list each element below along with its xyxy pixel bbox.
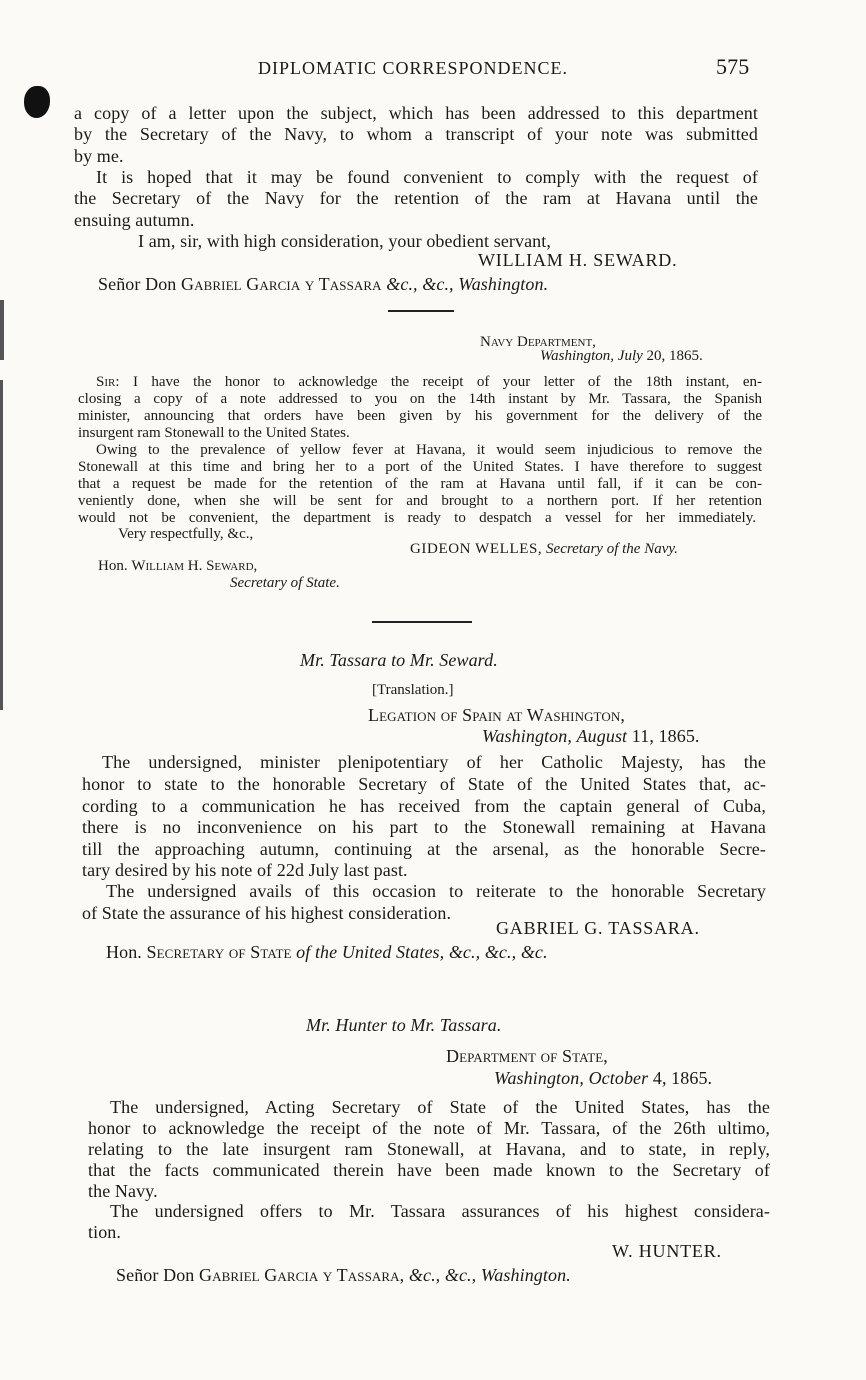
letter-origin: Navy Department,	[480, 334, 596, 350]
closing: Very respectfully, &c.,	[118, 526, 254, 542]
addressee-prefix: Hon.	[98, 558, 128, 574]
text-line	[96, 374, 762, 391]
signature: GIDEON WELLES,	[410, 541, 543, 557]
page-edge-mark	[0, 380, 3, 710]
page-edge-mark	[0, 300, 4, 360]
salutation: Sir:	[96, 374, 120, 390]
date-place: Washington,	[540, 348, 615, 364]
signature-title: Secretary of the Navy.	[546, 541, 678, 557]
text-line: of State the assurance of his highest consideration.	[82, 903, 452, 923]
letter-heading: Mr. Hunter to Mr. Tassara.	[306, 1015, 502, 1035]
text-line: the Navy.	[88, 1181, 158, 1201]
text-line: veniently done, when she will be sent for and brought to a northern port. If her retention	[78, 493, 762, 509]
text-line: a copy of a letter upon the subject, which has been addressed to this department	[74, 103, 758, 123]
text-line: Stonewall at this time and bring her to a port of the United States. I have therefore to suggest	[78, 459, 762, 475]
closing: I am, sir, with high consideration, your obedient servant,	[138, 231, 551, 251]
text-line: by me.	[74, 146, 124, 166]
signature-block	[410, 541, 678, 558]
ink-blot	[24, 86, 50, 118]
addressee-name: Gabriel Garcia y Tassara,	[199, 1265, 405, 1285]
text-line: tary desired by his note of 22d July last past.	[82, 860, 408, 880]
addressee-suffix: of the United States, &c., &c., &c.	[296, 942, 548, 962]
letter-date	[494, 1068, 712, 1089]
addressee-name: Gabriel Garcia y Tassara	[181, 274, 382, 294]
text-line: there is no inconvenience on his part to the Stonewall remaining at Havana	[82, 817, 766, 837]
date-month: August	[576, 726, 628, 746]
text-line: that the facts communicated therein have been made known to the Secretary of	[88, 1160, 770, 1180]
text-line: by the Secretary of the Navy, to whom a transcript of your note was submitted	[74, 124, 758, 144]
text-line: ensuing autumn.	[74, 210, 195, 230]
signature: W. HUNTER.	[612, 1241, 722, 1261]
text-line: The undersigned avails of this occasion to reiterate to the honorable Secretary	[106, 881, 766, 901]
date-rest: 20, 1865.	[646, 348, 703, 364]
text-line: The undersigned, Acting Secretary of State of the United States, has the	[110, 1097, 770, 1117]
addressee-prefix: Señor Don	[98, 274, 177, 294]
text-line: tion.	[88, 1222, 122, 1242]
signature: WILLIAM H. SEWARD.	[478, 250, 678, 270]
addressee-title: Secretary of State.	[230, 575, 340, 591]
text-line: honor to state to the honorable Secretary of State of the United States that, ac-	[82, 774, 766, 794]
letter-date	[540, 348, 703, 365]
date-place: Washington,	[494, 1068, 584, 1088]
section-divider	[388, 310, 454, 312]
date-rest: 11, 1865.	[631, 726, 700, 746]
addressee	[106, 942, 548, 963]
addressee	[98, 274, 548, 295]
text-line: Owing to the prevalence of yellow fever at Havana, it would seem injudicious to remove the	[96, 442, 762, 458]
text-line: The undersigned, minister plenipotentiary of her Catholic Majesty, has the	[102, 752, 766, 772]
text-line: the Secretary of the Navy for the retention of the ram at Havana until the	[74, 188, 758, 208]
addressee-prefix: Hon.	[106, 942, 142, 962]
letter-origin: Department of State,	[446, 1046, 608, 1066]
addressee-name: Secretary of State	[146, 942, 292, 962]
letter-heading: Mr. Tassara to Mr. Seward.	[300, 650, 498, 670]
addressee-suffix: &c., &c., Washington.	[386, 274, 549, 294]
letter-date	[482, 726, 700, 747]
text-span: I have the honor to acknowledge the receipt of your letter of the 18th instant, en-	[132, 374, 762, 390]
page-number: 575	[716, 54, 750, 79]
addressee-name: William H. Seward,	[131, 558, 258, 574]
section-divider	[372, 621, 472, 623]
text-line: closing a copy of a note addressed to you on the 14th instant by Mr. Tassara, the Spanish	[78, 391, 762, 407]
text-line: It is hoped that it may be found convenient to comply with the request of	[96, 167, 758, 187]
running-title: DIPLOMATIC CORRESPONDENCE.	[258, 58, 569, 78]
addressee-prefix: Señor Don	[116, 1265, 195, 1285]
signature: GABRIEL G. TASSARA.	[496, 918, 700, 938]
text-line: insurgent ram Stonewall to the United States.	[78, 425, 350, 441]
text-line: The undersigned offers to Mr. Tassara assurances of his highest considera-	[110, 1201, 770, 1221]
text-line: that a request be made for the retention of the ram at Havana until fall, if it can be con-	[78, 476, 762, 492]
text-line: cording to a communication he has received from the captain general of Cuba,	[82, 796, 766, 816]
date-place: Washington,	[482, 726, 572, 746]
addressee	[116, 1265, 571, 1286]
text-line: minister, announcing that orders have been given by his government for the delivery of the	[78, 408, 762, 424]
translation-note: [Translation.]	[372, 682, 454, 698]
date-month: October	[588, 1068, 649, 1088]
addressee-suffix: &c., &c., Washington.	[408, 1265, 571, 1285]
date-rest: 4, 1865.	[652, 1068, 713, 1088]
letter-origin: Legation of Spain at Washington,	[368, 705, 625, 725]
text-line: honor to acknowledge the receipt of the note of Mr. Tassara, of the 26th ultimo,	[88, 1118, 770, 1138]
addressee	[98, 558, 257, 575]
date-month: July	[617, 348, 643, 364]
text-line: till the approaching autumn, continuing at the arsenal, as the honorable Secre-	[82, 839, 766, 859]
text-line: relating to the late insurgent ram Stonewall, at Havana, and to state, in reply,	[88, 1139, 770, 1159]
text-line: would not be convenient, the department is ready to despatch a vessel for her immediately.	[78, 510, 756, 526]
